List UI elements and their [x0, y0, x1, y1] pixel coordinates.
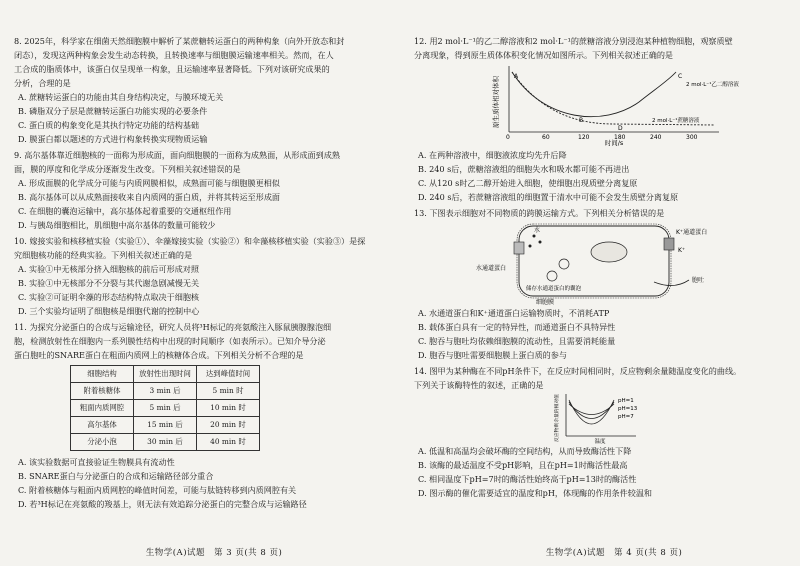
option-b: B. 实验①中无核部分不分裂与其代谢急剧减慢无关 [18, 278, 200, 288]
table-cell: 20 min 时 [197, 417, 260, 434]
table-header-cell: 达到峰值时间 [197, 366, 260, 383]
water-molecule-icon [529, 245, 532, 248]
exocytosis-arrow [654, 280, 689, 286]
option-c: C. 实验②可证明伞藻的形态结构特点取决于细胞核 [18, 292, 200, 302]
question-text-line: 分离现象，得到原生质体体积变化情况如图所示。下列相关叙述正确的是 [414, 50, 674, 60]
x-tick: 0 [506, 134, 510, 141]
table-row [71, 400, 260, 417]
question-8 [14, 34, 390, 146]
option-c: C. 相同温度下pH=7时的酶活性始终高于pH=13时的酶活性 [418, 474, 637, 484]
water-channel-icon [514, 242, 524, 254]
option-a: A. 该实验数据可直接验证生物膜具有流动性 [18, 457, 175, 467]
vesicle-label: 储存水通道蛋白的囊泡 [526, 286, 582, 292]
option-b: B. 该酶的最适温度不受pH影响，且在pH=1时酶活性最高 [418, 460, 628, 470]
water-label: 水 [534, 227, 541, 234]
x-axis-label: 温度 [594, 439, 606, 444]
option-d: D. 胞吞与胞吐需要细胞膜上蛋白质的参与 [418, 350, 567, 360]
water-molecule-icon [533, 235, 536, 238]
question-text-line: 分析，合理的是 [14, 78, 71, 88]
option-b: B. SNARE蛋白与分泌蛋白的合成和运输路径部分重合 [18, 471, 214, 481]
table-cell: 5 min 后 [134, 400, 197, 417]
option-b: B. 磷脂双分子层是蔗糖转运蛋白功能实现的必要条件 [18, 106, 208, 116]
option-a: A. 低温和高温均会破坏酶的空间结构，从而导致酶活性下降 [418, 446, 632, 456]
option-a: A. 在两种溶液中，细胞液浓度均先升后降 [418, 150, 567, 160]
table-cell: 30 min 后 [134, 434, 197, 451]
question-text-line: 10. 嫁接实验和核移植实验（实验①）、伞藻嫁接实验（实验②）和伞藻核移植实验（实验③）是探 [14, 236, 366, 246]
table-cell: 40 min 时 [197, 434, 260, 451]
x-tick: 180 [614, 134, 626, 141]
vesicle-icon [547, 271, 557, 281]
question-text-line: 究细胞核功能的经典实验。下列相关叙述正确的是 [14, 250, 193, 260]
series-label-ph7: pH=7 [618, 414, 634, 420]
option-c: C. 从120 s时乙二醇开始进入细胞，使细胞出现质壁分离复原 [418, 178, 638, 188]
nucleus [591, 242, 627, 262]
exam-page-4 [400, 0, 800, 566]
question-12 [414, 34, 788, 204]
question-text-line: 9. 高尔基体靠近细胞核的一面称为形成面，面向细胞膜的一面称为成熟面，从形成面到成熟 [14, 150, 340, 160]
option-b: B. 高尔基体可以从成熟面接收来自内质网的蛋白质，并将其转运至形成面 [18, 192, 281, 202]
point-label-a: A [514, 73, 519, 80]
question-text-line: 13. 下图表示细胞对不同物质的跨膜运输方式。下列相关分析错误的是 [414, 208, 665, 218]
x-tick: 60 [542, 134, 550, 141]
table-header-cell: 放射性出现时间 [134, 366, 197, 383]
question-10 [14, 234, 390, 318]
table-header-cell: 细胞结构 [71, 366, 134, 383]
y-axis-label: 原生质体相对体积 [492, 76, 500, 128]
k-channel-label: K⁺通道蛋白 [676, 229, 708, 236]
option-a: A. 水通道蛋白和K⁺通道蛋白运输物质时，不消耗ATP [418, 308, 610, 318]
question-14 [414, 364, 788, 500]
table-row [71, 383, 260, 400]
question-text-line: 闭态），发现这两种构象会发生动态转换，且转换速率与细胞膜运输速率相关。然而，在人 [14, 50, 334, 60]
question-text-line: 下列关于该酶特性的叙述，正确的是 [414, 380, 544, 390]
curve-label-ethylene-glycol: 2 mol·L⁻¹乙二醇溶液 [686, 82, 739, 88]
table-header-row [71, 366, 260, 383]
option-d: D. 若³H标记在亮氨酸的羧基上，则无法有效追踪分泌蛋白的完整合成与运输路径 [18, 499, 307, 509]
option-b: B. 载体蛋白具有一定的特异性，而通道蛋白不具特异性 [418, 322, 616, 332]
question-text-line: 8. 2025年，科学家在细菌天然细胞膜中解析了某蔗糖转运蛋白的两种构象（向外开放态和封 [14, 36, 345, 46]
vesicle-icon [559, 259, 569, 269]
curve-label-sucrose: 2 mol·L⁻¹蔗糖溶液 [652, 118, 700, 124]
x-axis-label: 时间/s [604, 139, 624, 147]
question-text-line: 面，膜的厚度和化学成分逐渐发生改变。下列相关叙述错误的是 [14, 164, 241, 174]
table-cell: 分泌小泡 [71, 434, 134, 451]
x-tick: 240 [650, 134, 662, 141]
curve-ph13 [569, 402, 614, 419]
question-text-line: 蛋白胞吐的SNARE蛋白在粗面内质网上的核糖体合成。下列相关分析不合理的是 [14, 350, 304, 360]
option-c: C. 在细胞的囊泡运输中，高尔基体起着重要的交通枢纽作用 [18, 206, 232, 216]
point-label-c: C [678, 73, 683, 80]
series-label-ph1: pH=1 [618, 398, 634, 404]
x-tick: 120 [578, 134, 590, 141]
y-axis-label: 反应物剩余量的相对值 [555, 394, 560, 442]
table-cell: 10 min 时 [197, 400, 260, 417]
exocytosis-label: 胞吐 [692, 277, 705, 284]
x-tick: 300 [686, 134, 698, 141]
table-row [71, 434, 260, 451]
data-table [70, 365, 260, 451]
table-cell: 附着核糖体 [71, 383, 134, 400]
k-channel-icon [664, 238, 674, 250]
option-a: A. 蔗糖转运蛋白的功能由其自身结构决定，与膜环境无关 [18, 92, 224, 102]
enzyme-graph-svg [414, 392, 794, 444]
option-b: B. 240 s后，蔗糖溶液组的细胞失水和吸水都可能不再进出 [418, 164, 630, 174]
option-d: D. 与胰岛细胞相比，肌细胞中高尔基体的数量可能较少 [18, 220, 216, 230]
table-row [71, 417, 260, 434]
question-9 [14, 148, 390, 232]
question-13 [414, 206, 788, 362]
option-d: D. 膜蛋白都以题述的方式进行构象转换实现物质运输 [18, 134, 208, 144]
question-11 [14, 320, 390, 511]
question-text-line: 工合成的脂质体中，该蛋白仅呈现单一构象，且运输速率显著降低。下列对该研究成果的 [14, 64, 330, 74]
page-footer: 生物学(A)试题 第 4 页(共 8 页) [545, 548, 683, 558]
plasmolysis-graph [414, 62, 788, 148]
question-text-line: 14. 图甲为某种酶在不同pH条件下，在反应时间相同时，反应物剩余量随温度变化的曲线。 [414, 366, 742, 376]
point-label-d: D [618, 125, 623, 132]
water-channel-label: 水通道蛋白 [476, 265, 507, 272]
option-d: D. 图示酶的催化需要适宜的温度和pH，体现酶的作用条件较温和 [418, 488, 653, 498]
table-cell: 5 min 时 [197, 383, 260, 400]
option-a: A. 实验①中无核部分挤入细胞核的前后可形成对照 [18, 264, 199, 274]
water-molecule-icon [539, 241, 542, 244]
page-footer: 生物学(A)试题 第 3 页(共 8 页) [145, 548, 283, 558]
enzyme-graph [414, 392, 788, 444]
option-c: C. 胞吞与胞吐均依赖细胞膜的流动性，且需要消耗能量 [418, 336, 616, 346]
k-ion-label: K⁺ [678, 247, 686, 254]
point-label-b: B [579, 117, 584, 124]
table-cell: 3 min 后 [134, 383, 197, 400]
membrane-transport-diagram [414, 220, 788, 306]
membrane-label: 细胞膜 [536, 299, 555, 306]
table-cell: 粗面内质网腔 [71, 400, 134, 417]
plasmolysis-graph-svg [414, 62, 794, 148]
option-c: C. 蛋白质的构象变化是其执行特定功能的结构基础 [18, 120, 200, 130]
option-d: D. 三个实验均证明了细胞核是细胞代谢的控制中心 [18, 306, 200, 316]
question-text-line: 11. 为探究分泌蛋白的合成与运输途径，研究人员将³H标记的亮氨酸注入豚鼠胰腺腺泡细 [14, 322, 332, 332]
table-cell: 15 min 后 [134, 417, 197, 434]
membrane-transport-svg [414, 220, 794, 306]
series-label-ph13: pH=13 [618, 406, 638, 412]
question-text-line: 12. 用2 mol·L⁻¹的乙二醇溶液和2 mol·L⁻¹的蔗糖溶液分别浸泡某种植物细胞，观察质壁 [414, 36, 733, 46]
option-c: C. 附着核糖体与粗面内质网腔的峰值时间差，可能与肽链转移到内质网腔有关 [18, 485, 297, 495]
table-cell: 高尔基体 [71, 417, 134, 434]
curve-ph1 [569, 400, 614, 424]
option-a: A. 形成面膜的化学成分可能与内质网膜相似，成熟面可能与细胞膜更相似 [18, 178, 280, 188]
question-text-line: 胞，检测放射性在细胞内一系列膜性结构中出现的时间顺序（如表所示）。已知介导分泌 [14, 336, 326, 346]
option-d: D. 240 s后，若蔗糖溶液组的细胞置于清水中可能不会发生质壁分离复原 [418, 192, 679, 202]
ethylene-glycol-curve [512, 72, 676, 117]
